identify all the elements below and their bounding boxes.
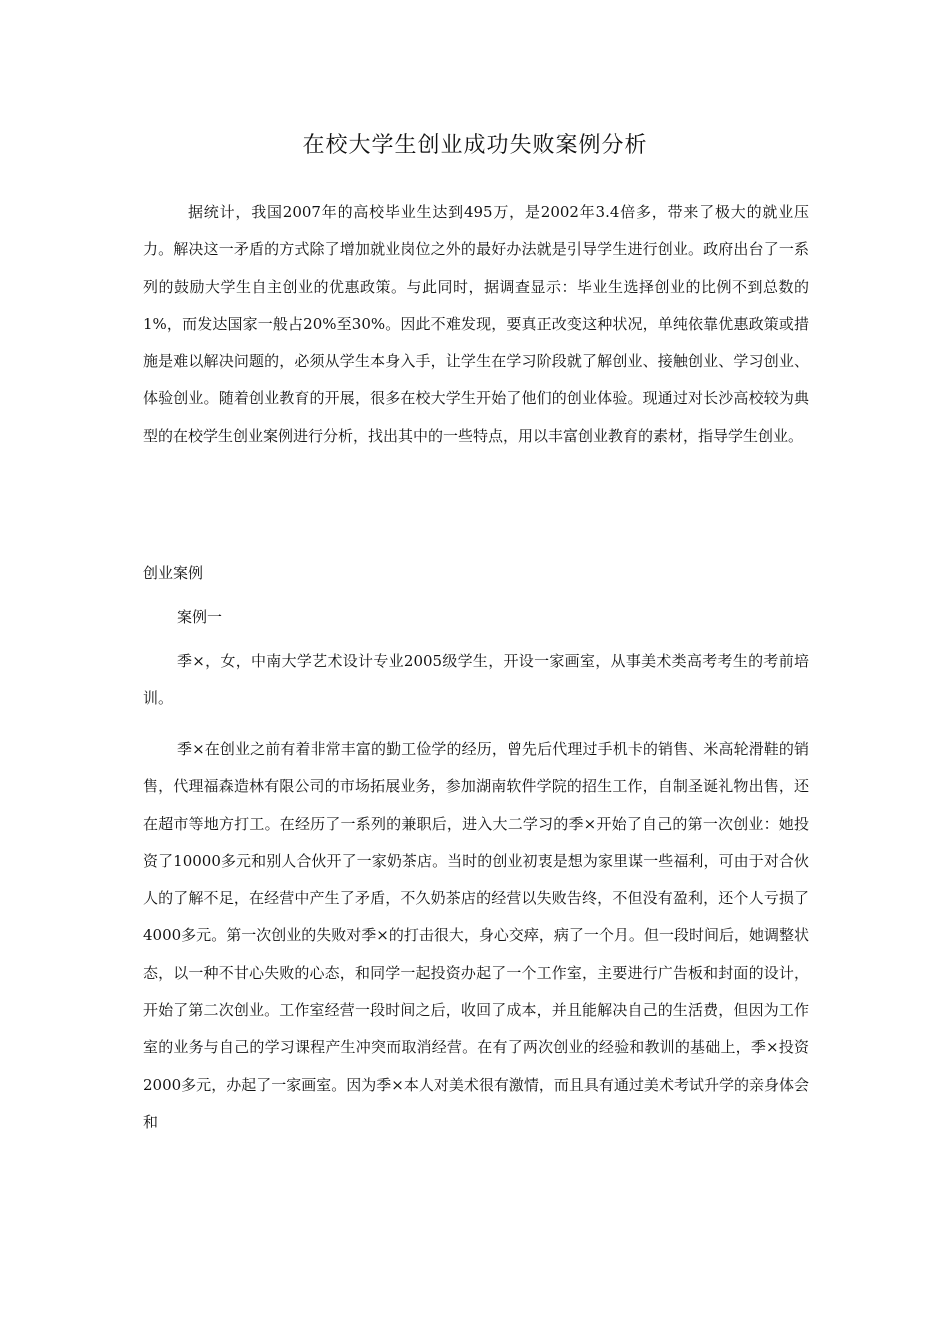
case-intro-paragraph: 季×，女，中南大学艺术设计专业2005级学生，开设一家画室，从事美术类高考考生的考前培训。 bbox=[143, 652, 809, 708]
section-heading: 创业案例 bbox=[143, 564, 204, 582]
page-title: 在校大学生创业成功失败案例分析 bbox=[302, 133, 648, 158]
intro-paragraph: 据统计，我国2007年的高校毕业生达到495万，是2002年3.4倍多，带来了极大的就业压力。解决这一矛盾的方式除了增加就业岗位之外的最好办法就是引导学生进行创业。政府出台了一系列的鼓励大学生自主创业的优惠政策。与此同时，据调查显示：毕业生选择创业的比例不到总数的1%，而发达国家一般占20%至30%。因此不难发现，要真正改变这种状况，单纯依靠优惠政策或措施是难以解决问题的，必须从学生本身入手，让学生在学习阶段就了解创业、接触创业、学习创业、体验创业。随着创业教育的开展，很多在校大学生开始了他们的创业体验。现通过对长沙高校较为典型的在校学生创业案例进行分析，找出其中的一些特点，用以丰富创业教育的素材，指导学生创业。 bbox=[143, 203, 809, 445]
case-label: 案例一 bbox=[177, 608, 223, 626]
case-body-paragraph: 季×在创业之前有着非常丰富的勤工俭学的经历，曾先后代理过手机卡的销售、米高轮滑鞋的销售，代理福森造林有限公司的市场拓展业务，参加湖南软件学院的招生工作，自制圣诞礼物出售，还在超市等地方打工。在经历了一系列的兼职后，进入大二学习的季×开始了自己的第一次创业：她投资了10000多元和别人合伙开了一家奶茶店。当时的创业初衷是想为家里谋一些福利，可由于对合伙人的了解不足，在经营中产生了矛盾，不久奶茶店的经营以失败告终，不但没有盈利，还个人亏损了4000多元。第一次创业的失败对季×的打击很大，身心交瘁，病了一个月。但一段时间后，她调整状态，以一种不甘心失败的心态，和同学一起投资办起了一个工作室，主要进行广告板和封面的设计，开始了第二次创业。工作室经营一段时间之后，收回了成本，并且能解决自己的生活费，但因为工作室的业务与自己的学习课程产生冲突而取消经营。在有了两次创业的经验和教训的基础上，季×投资2000多元，办起了一家画室。因为季×本人对美术很有激情，而且具有通过美术考试升学的亲身体会和 bbox=[143, 740, 809, 1131]
